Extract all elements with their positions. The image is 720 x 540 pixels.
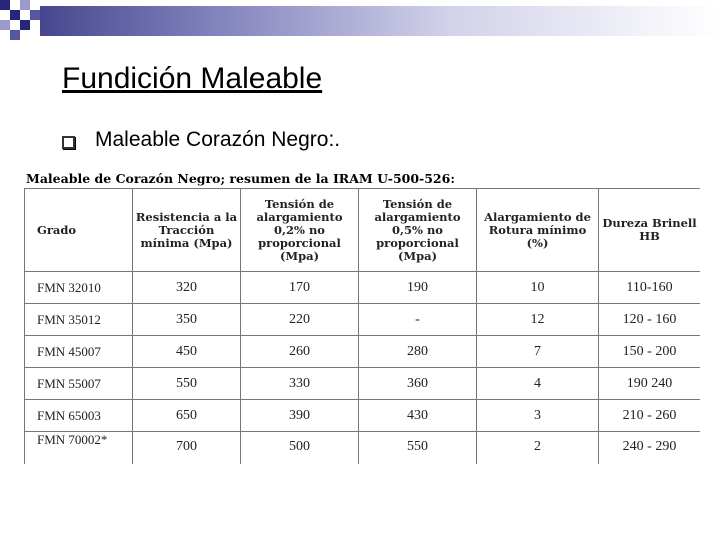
table-cell: 10 [477, 272, 599, 304]
table-cell: 320 [133, 272, 241, 304]
table-cell: 330 [241, 368, 359, 400]
table-cell: FMN 35012 [25, 304, 133, 336]
gradient-band [40, 6, 720, 36]
column-header: Tensión de alargamiento 0,5% no proporcional (Mpa) [359, 189, 477, 272]
table-row [25, 432, 701, 465]
table-image [24, 170, 700, 464]
table-cell: 350 [133, 304, 241, 336]
bullet-text: Maleable Corazón Negro:. [95, 128, 341, 151]
slide-title: Fundición Maleable [62, 62, 323, 95]
table-row [25, 272, 701, 304]
checker-square [30, 10, 40, 20]
table-cell: 550 [359, 432, 477, 465]
checker-square [20, 20, 30, 30]
table-row [25, 304, 701, 336]
table-cell: 210 - 260 [599, 400, 701, 432]
table-cell: 120 - 160 [599, 304, 701, 336]
table-cell: 170 [241, 272, 359, 304]
table-cell: 260 [241, 336, 359, 368]
table-cell: 4 [477, 368, 599, 400]
table-cell: 190 240 [599, 368, 701, 400]
table-cell: FMN 55007 [25, 368, 133, 400]
checker-square [0, 0, 10, 10]
table-cell: 550 [133, 368, 241, 400]
table-cell: 280 [359, 336, 477, 368]
checker-square [20, 0, 30, 10]
table-cell: FMN 65003 [25, 400, 133, 432]
table-cell: FMN 70002* [25, 432, 133, 465]
table-cell: 240 - 290 [599, 432, 701, 465]
table-cell: 7 [477, 336, 599, 368]
table-row [25, 400, 701, 432]
table-header-row [25, 189, 701, 272]
bullet-item [62, 128, 340, 152]
table-cell: 500 [241, 432, 359, 465]
table-cell: 650 [133, 400, 241, 432]
table-cell: 220 [241, 304, 359, 336]
table-cell: 2 [477, 432, 599, 465]
table-caption: Maleable de Corazón Negro; resumen de la IRAM U-500-526: [26, 171, 455, 186]
properties-table [24, 188, 700, 464]
checker-square [0, 20, 10, 30]
column-header: Dureza Brinell HB [599, 189, 701, 272]
table-cell: 450 [133, 336, 241, 368]
table-cell: 390 [241, 400, 359, 432]
table-cell: FMN 32010 [25, 272, 133, 304]
table-cell: 12 [477, 304, 599, 336]
table-cell: 700 [133, 432, 241, 465]
table-row [25, 368, 701, 400]
table-row [25, 336, 701, 368]
decorative-header [0, 0, 720, 40]
checker-square [10, 10, 20, 20]
column-header: Resistencia a la Tracción mínima (Mpa) [133, 189, 241, 272]
table-cell: 360 [359, 368, 477, 400]
table-cell: 190 [359, 272, 477, 304]
table-cell: 150 - 200 [599, 336, 701, 368]
table-cell: 110-160 [599, 272, 701, 304]
square-bullet-icon [62, 136, 75, 149]
column-header: Grado [25, 189, 133, 272]
table-cell: FMN 45007 [25, 336, 133, 368]
table-cell: 3 [477, 400, 599, 432]
column-header: Tensión de alargamiento 0,2% no proporcional (Mpa) [241, 189, 359, 272]
table-cell: - [359, 304, 477, 336]
column-header: Alargamiento de Rotura mínimo (%) [477, 189, 599, 272]
table-cell: 430 [359, 400, 477, 432]
checker-square [10, 30, 20, 40]
